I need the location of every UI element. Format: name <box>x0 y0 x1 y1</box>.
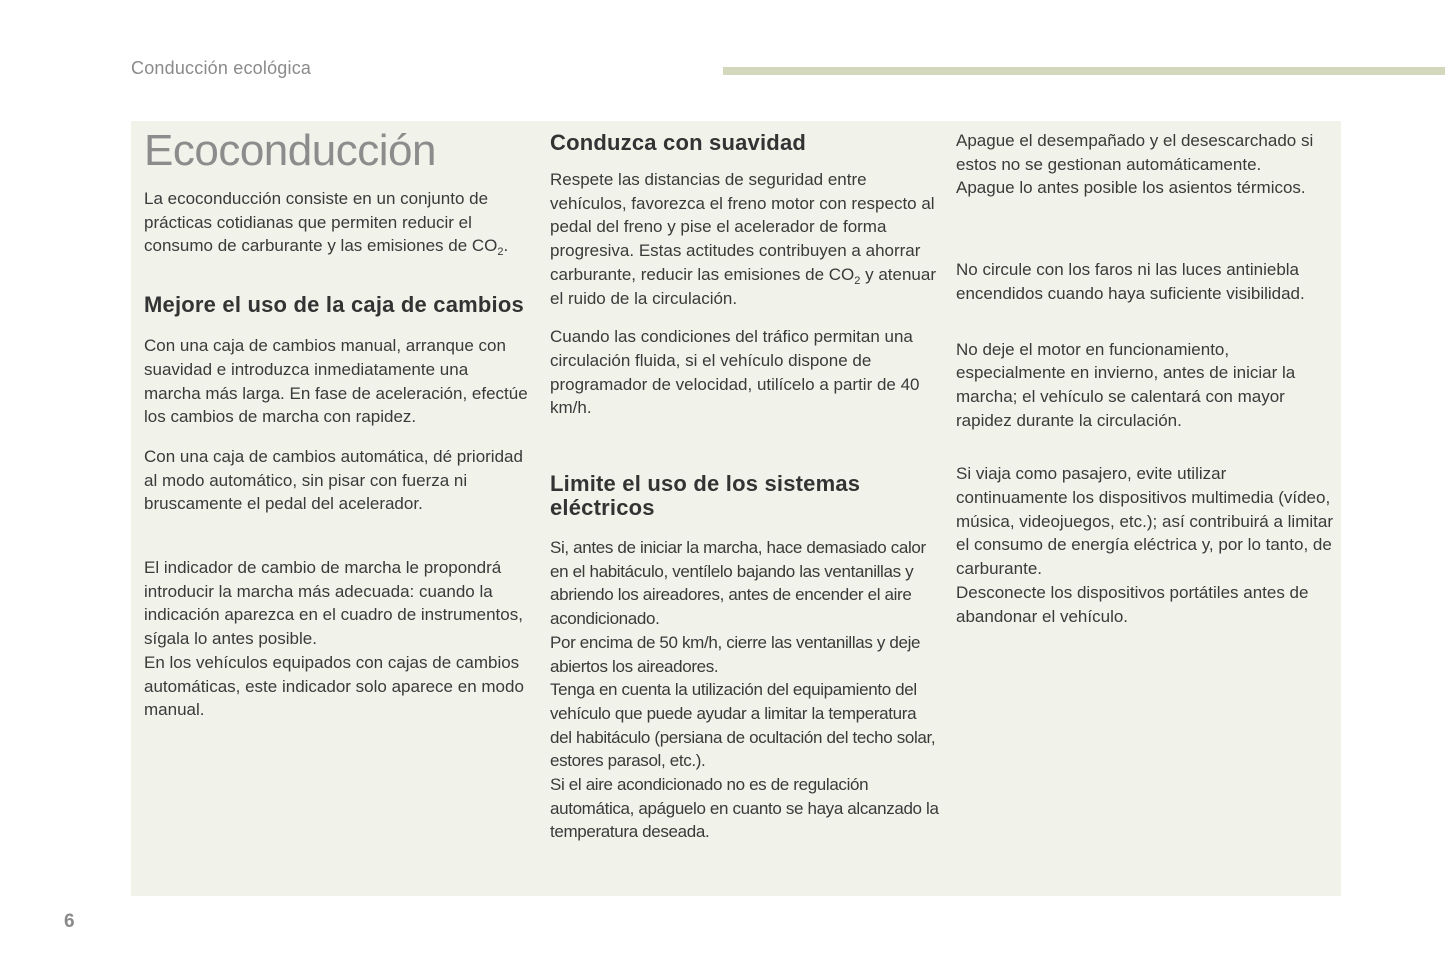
lights-paragraph: No circule con los faros ni las luces antiniebla encendidos cuando haya suficiente visibilidad. <box>956 260 1305 303</box>
portable-devices-paragraph: Desconecte los dispositivos portátiles antes de abandonar el vehículo. <box>956 582 1309 626</box>
demisting-paragraph: Apague el desempañado y el desescarchado si estos no se gestionan automáticamente. <box>956 131 1314 174</box>
speed-windows-paragraph: Por encima de 50 km/h, cierre las ventanillas y deje abiertos los aireadores. <box>550 632 921 676</box>
page-number: 6 <box>64 911 75 932</box>
section-title: Conducción ecológica <box>131 58 312 78</box>
intro-paragraph: La ecoconducción consiste en un conjunto de prácticas cotidianas que permiten reducir el consumo de carburante y las emisiones de $CO_2$. <box>144 189 509 259</box>
page-title: Ecoconducción <box>144 126 436 175</box>
multimedia-paragraph: Si viaja como pasajero, evite utilizar continuamente los dispositivos multimedia (vídeo, música, videojuegos, etc.); así contribuirá a limitar el consumo de energía eléctrica y, por lo tanto, de carburante. <box>956 464 1333 579</box>
content-panel <box>131 121 1341 896</box>
column-1 <box>144 121 529 722</box>
gearbox-heading: Mejore el uso de la caja de cambios <box>144 292 524 318</box>
engine-idle-paragraph: No deje el motor en funcionamiento, especialmente en invierno, antes de iniciar la marcha; el vehículo se calentará con mayor rapidez durante la circulación. <box>956 339 1296 430</box>
manual-gearbox-paragraph: Con una caja de cambios manual, arranque con suavidad e introduzca inmediatamente una marcha más larga. En fase de aceleración, efectúe los cambios de marcha con rapidez. <box>144 336 528 427</box>
safety-distance-paragraph: Respete las distancias de seguridad entre vehículos, favorezca el freno motor con respecto al pedal del freno y pise el acelerador de forma progresiva. Estas actitudes contribuyen a ahorrar carburante, reducir las emisiones de $CO_2$ y atenuar el ruido de la circulación. <box>550 170 936 308</box>
automatic-gearbox-paragraph: Con una caja de cambios automática, dé prioridad al modo automático, sin pisar con fuerza ni bruscamente el pedal del acelerador. <box>144 446 523 514</box>
heated-seats-paragraph: Apague lo antes posible los asientos térmicos. <box>956 178 1306 198</box>
gear-indicator-note: En los vehículos equipados con cajas de cambios automáticas, este indicador solo aparece en modo manual. <box>144 652 524 720</box>
electrical-systems-heading: Limite el uso de los sistemas eléctricos <box>550 471 861 521</box>
equipment-paragraph: Tenga en cuenta la utilización del equipamiento del vehículo que puede ayudar a limitar la temperatura del habitáculo (persiana de ocultación del techo solar, estores parasol, etc.). <box>550 680 936 771</box>
header-bar <box>723 67 1445 75</box>
column-3 <box>956 121 1336 628</box>
electrical-systems-text <box>550 536 940 844</box>
column-2 <box>550 121 940 844</box>
ventilation-paragraph: Si, antes de iniciar la marcha, hace demasiado calor en el habitáculo, ventílelo bajando las ventanillas y abriendo los aireadores, antes de encender el aire acondicionado. <box>550 538 926 629</box>
cruise-control-paragraph: Cuando las condiciones del tráfico permitan una circulación fluida, si el vehículo dispone de programador de velocidad, utilícelo a partir de 40 km/h. <box>550 327 920 418</box>
gear-indicator-paragraph: El indicador de cambio de marcha le propondrá introducir la marcha más adecuada: cuando la indicación aparezca en el cuadro de instrumentos, sígala lo antes posible. <box>144 558 523 649</box>
air-conditioning-paragraph: Si el aire acondicionado no es de regulación automática, apáguelo en cuanto se haya alcanzado la temperatura deseada. <box>550 775 939 842</box>
smooth-driving-heading: Conduzca con suavidad <box>550 130 807 155</box>
